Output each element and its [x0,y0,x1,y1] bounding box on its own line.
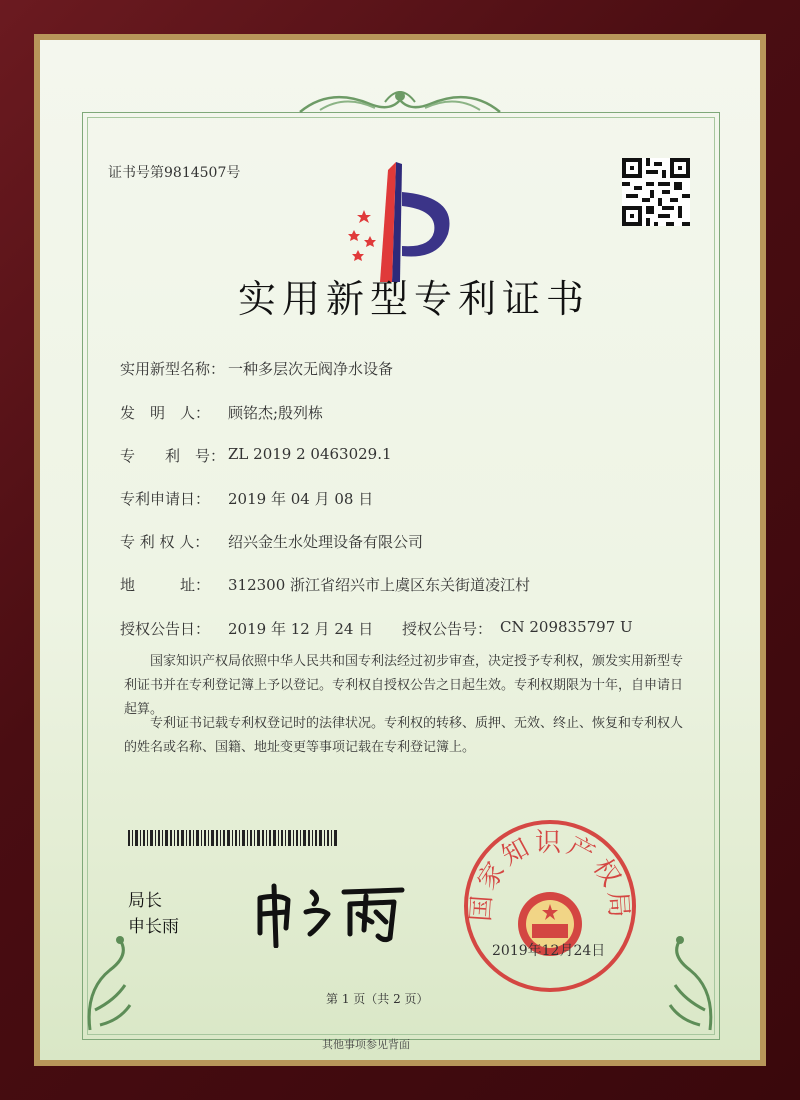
grant-date-label: 授权公告日： [120,620,211,638]
certificate-number: 证书号第9814507号 [108,165,241,181]
director-title: 局长 [128,891,162,911]
top-ornament [290,82,510,122]
inventor-value: 顾铭杰;殷列栋 [228,404,324,422]
grant-date-value: 2019 年 12 月 24 日 [228,620,374,638]
certificate-paper [40,40,760,1060]
barcode [128,830,338,846]
patentee-value: 绍兴金生水处理设备有限公司 [228,533,424,551]
footer-note: 其他事项参见背面 [322,1038,410,1051]
grant-number-label: 授权公告号： [402,620,493,638]
seal-date: 2019年12月24日 [492,943,606,959]
address-value: 312300 浙江省绍兴市上虞区东关街道凌江村 [228,576,531,594]
official-seal [460,816,640,996]
patentee-label: 专 利 权 人： [120,533,210,551]
body-paragraph-2: 专利证书记载专利权登记时的法律状况。专利权的转移、质押、无效、终止、恢复和专利权人的姓名或名称、国籍、地址变更等事项记载在专利登记簿上。 [124,716,684,755]
application-date-label: 专利申请日： [120,490,211,508]
page-indicator: 第 1 页（共 2 页） [326,992,429,1006]
patent-number-value: ZL 2019 2 0463029.1 [228,445,392,463]
address-label: 地 址： [120,576,211,594]
corner-ornament-right [660,930,720,1040]
corner-ornament-left [80,930,140,1040]
handwritten-signature [240,868,410,948]
certificate-title: 实用新型专利证书 [238,277,591,321]
name-label: 实用新型名称： [120,360,226,378]
inventor-label: 发 明 人： [120,404,211,422]
name-value: 一种多层次无阀净水设备 [228,360,394,378]
director-name: 申长雨 [128,917,179,937]
seal-text: 国家知识产权局 [466,828,634,923]
body-paragraph-1: 国家知识产权局依照中华人民共和国专利法经过初步审查，决定授予专利权，颁发实用新型专利证书并在专利登记簿上予以登记。专利权自授权公告之日起生效。专利权期限为十年，自申请日起算。 [124,654,684,717]
grant-number-value: CN 209835797 U [500,618,633,636]
patent-number-label: 专 利 号： [120,447,226,465]
qr-code-icon [622,158,690,226]
application-date-value: 2019 年 04 月 08 日 [228,490,374,508]
